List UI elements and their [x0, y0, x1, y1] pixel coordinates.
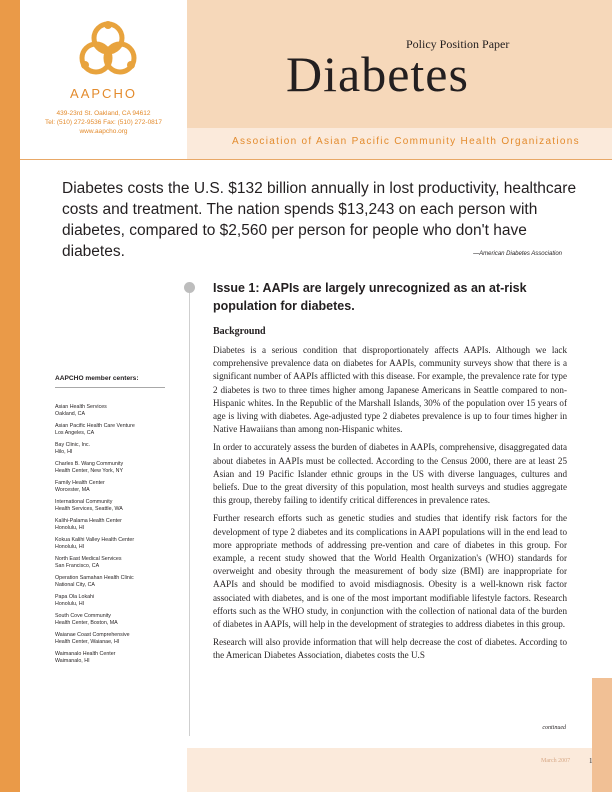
- footer-accent-bar: [592, 678, 612, 792]
- member-location: National City, CA: [55, 582, 95, 589]
- member-location: Hilo, HI: [55, 449, 73, 456]
- body-paragraph: Further research efforts such as genetic studies and studies that identify risk factors for the development of type 2 diabetes and its complications in AAPI populations will in the end lead to more appropriate methods of addressing pre-vention and care of diabetes in this group. For example, a recent study showed that the World Health Organization's (WHO) standards for overweight and obesity through the measurement of body size (BMI) are inappropriate for AAPIs and should be modified to avoid misdiagnosis. Obesity is a well-known risk factor associated with diabetes, and is one of the most important modifiable lifestyle factors. Research efforts such as the WHO study, in conjunction with the collection of national data of the burden of diabetes in AAPIs, will help in the development of strategies to address diabetes in this group.: [213, 513, 567, 630]
- member-name: Asian Health Services: [55, 404, 107, 410]
- member-location: Honolulu, HI: [55, 544, 85, 551]
- member-location: Health Center, Waianae, HI: [55, 639, 120, 646]
- member-name: Operation Samahan Health Clinic: [55, 575, 134, 581]
- member-item: [55, 632, 180, 646]
- member-location: Los Angeles, CA: [55, 430, 95, 437]
- background-body: [213, 344, 567, 668]
- member-item: [55, 461, 180, 475]
- member-name: Papa Ola Lokahi: [55, 594, 95, 600]
- member-name: South Cove Community: [55, 613, 111, 619]
- member-item: [55, 404, 180, 418]
- member-location: Health Center, Boston, MA: [55, 620, 118, 627]
- member-location: Honolulu, HI: [55, 525, 85, 532]
- page-number: 1: [589, 757, 593, 765]
- quote-attribution: —American Diabetes Association: [473, 251, 562, 257]
- member-name: North East Medical Services: [55, 556, 122, 562]
- body-paragraph: Diabetes is a serious condition that disproportionately affects AAPIs. Although we lack comprehensive prevalence data on diabetes for AAPIs, community surveys show that there is a significant number of AAPIs afflicted with this disease. For example, the prevalence rate for type 2 diabetes is two to three times higher among Japanese Americans in Seattle compared to non-Hispanic whites. In the Republic of the Marshall Islands, 30% of the population over 15 years of age is living with diabetes. Age-adjusted type 2 diabetes prevalence is up to four times higher in Native Hawaiians than among non-Hispanic whites.: [213, 345, 567, 435]
- member-location: Oakland, CA: [55, 411, 86, 418]
- member-name: Kalihi-Palama Health Center: [55, 518, 122, 524]
- member-location: Honolulu, HI: [55, 601, 85, 608]
- member-item: [55, 594, 180, 608]
- header-divider: [20, 159, 612, 160]
- aapcho-logo-icon: [76, 18, 140, 82]
- document-type: Policy Position Paper: [406, 37, 510, 51]
- footer-date: March 2007: [541, 758, 571, 764]
- members-divider: [55, 387, 165, 388]
- member-name: Waimanalo Health Center: [55, 651, 116, 657]
- background-heading: Background: [213, 326, 266, 337]
- member-name: Bay Clinic, Inc.: [55, 442, 91, 448]
- address-website[interactable]: www.aapcho.org: [79, 128, 128, 135]
- footer-band: [187, 748, 612, 792]
- member-location: Health Services, Seattle, WA: [55, 506, 123, 513]
- body-paragraph: In order to accurately assess the burden of diabetes in AAPIs, comprehensive, disaggregated data about diabetes in AAPIs must be collected. According to the Census 2000, there are at least 25 Asian and 19 Pacific Islander ethnic groups in the US with diverse languages, cultures and beliefs. Due to the great diversity of this population, most health surveys and studies aggregate this group, thereby failing to identify critical differences in prevalence rates.: [213, 442, 567, 506]
- issue-bullet-icon: [184, 282, 195, 293]
- member-item: [55, 480, 180, 494]
- member-item: [55, 575, 180, 589]
- member-name: Asian Pacific Health Care Venture: [55, 423, 135, 429]
- member-name: Charles B. Wang Community: [55, 461, 124, 467]
- body-paragraph: Research will also provide information that will help decrease the cost of diabetes. According to the American Diabetes Association, diabetes costs the U.S: [213, 637, 567, 661]
- page-title: Diabetes: [286, 46, 469, 102]
- issue-heading: Issue 1: AAPIs are largely unrecognized as an at-risk population for diabetes.: [213, 281, 527, 313]
- column-divider: [189, 288, 190, 736]
- member-name: Kokua Kalihi Valley Health Center: [55, 537, 135, 543]
- member-item: [55, 651, 180, 665]
- left-accent-bar: [0, 0, 20, 792]
- address-phone: Tel: (510) 272-9536 Fax: (510) 272-0817: [44, 119, 163, 126]
- pull-quote: Diabetes costs the U.S. $132 billion annually in lost productivity, healthcare costs and treatment. The nation spends $13,243 on each person with diabetes, compared to $2,560 per person for people who don't have diabetes.: [62, 180, 577, 260]
- member-item: [55, 537, 180, 551]
- address-street: 439-23rd St. Oakland, CA 94612: [56, 110, 151, 117]
- member-item: [55, 613, 180, 627]
- member-name: Waianae Coast Comprehensive: [55, 632, 130, 638]
- members-list: [55, 404, 180, 670]
- member-item: [55, 518, 180, 532]
- member-location: Health Center, New York, NY: [55, 468, 124, 475]
- member-name: Family Health Center: [55, 480, 105, 486]
- member-item: [55, 442, 180, 456]
- member-location: Waimanalo, HI: [55, 658, 90, 665]
- continued-note: continued: [542, 725, 566, 731]
- member-location: San Francisco, CA: [55, 563, 100, 570]
- org-full-name: Association of Asian Pacific Community Health Organizations: [232, 136, 580, 147]
- member-item: [55, 556, 180, 570]
- member-item: [55, 499, 180, 513]
- brand-name: AAPCHO: [70, 86, 137, 101]
- member-location: Worcester, MA: [55, 487, 90, 494]
- member-item: [55, 423, 180, 437]
- members-heading: AAPCHO member centers:: [55, 375, 139, 382]
- member-name: International Community: [55, 499, 113, 505]
